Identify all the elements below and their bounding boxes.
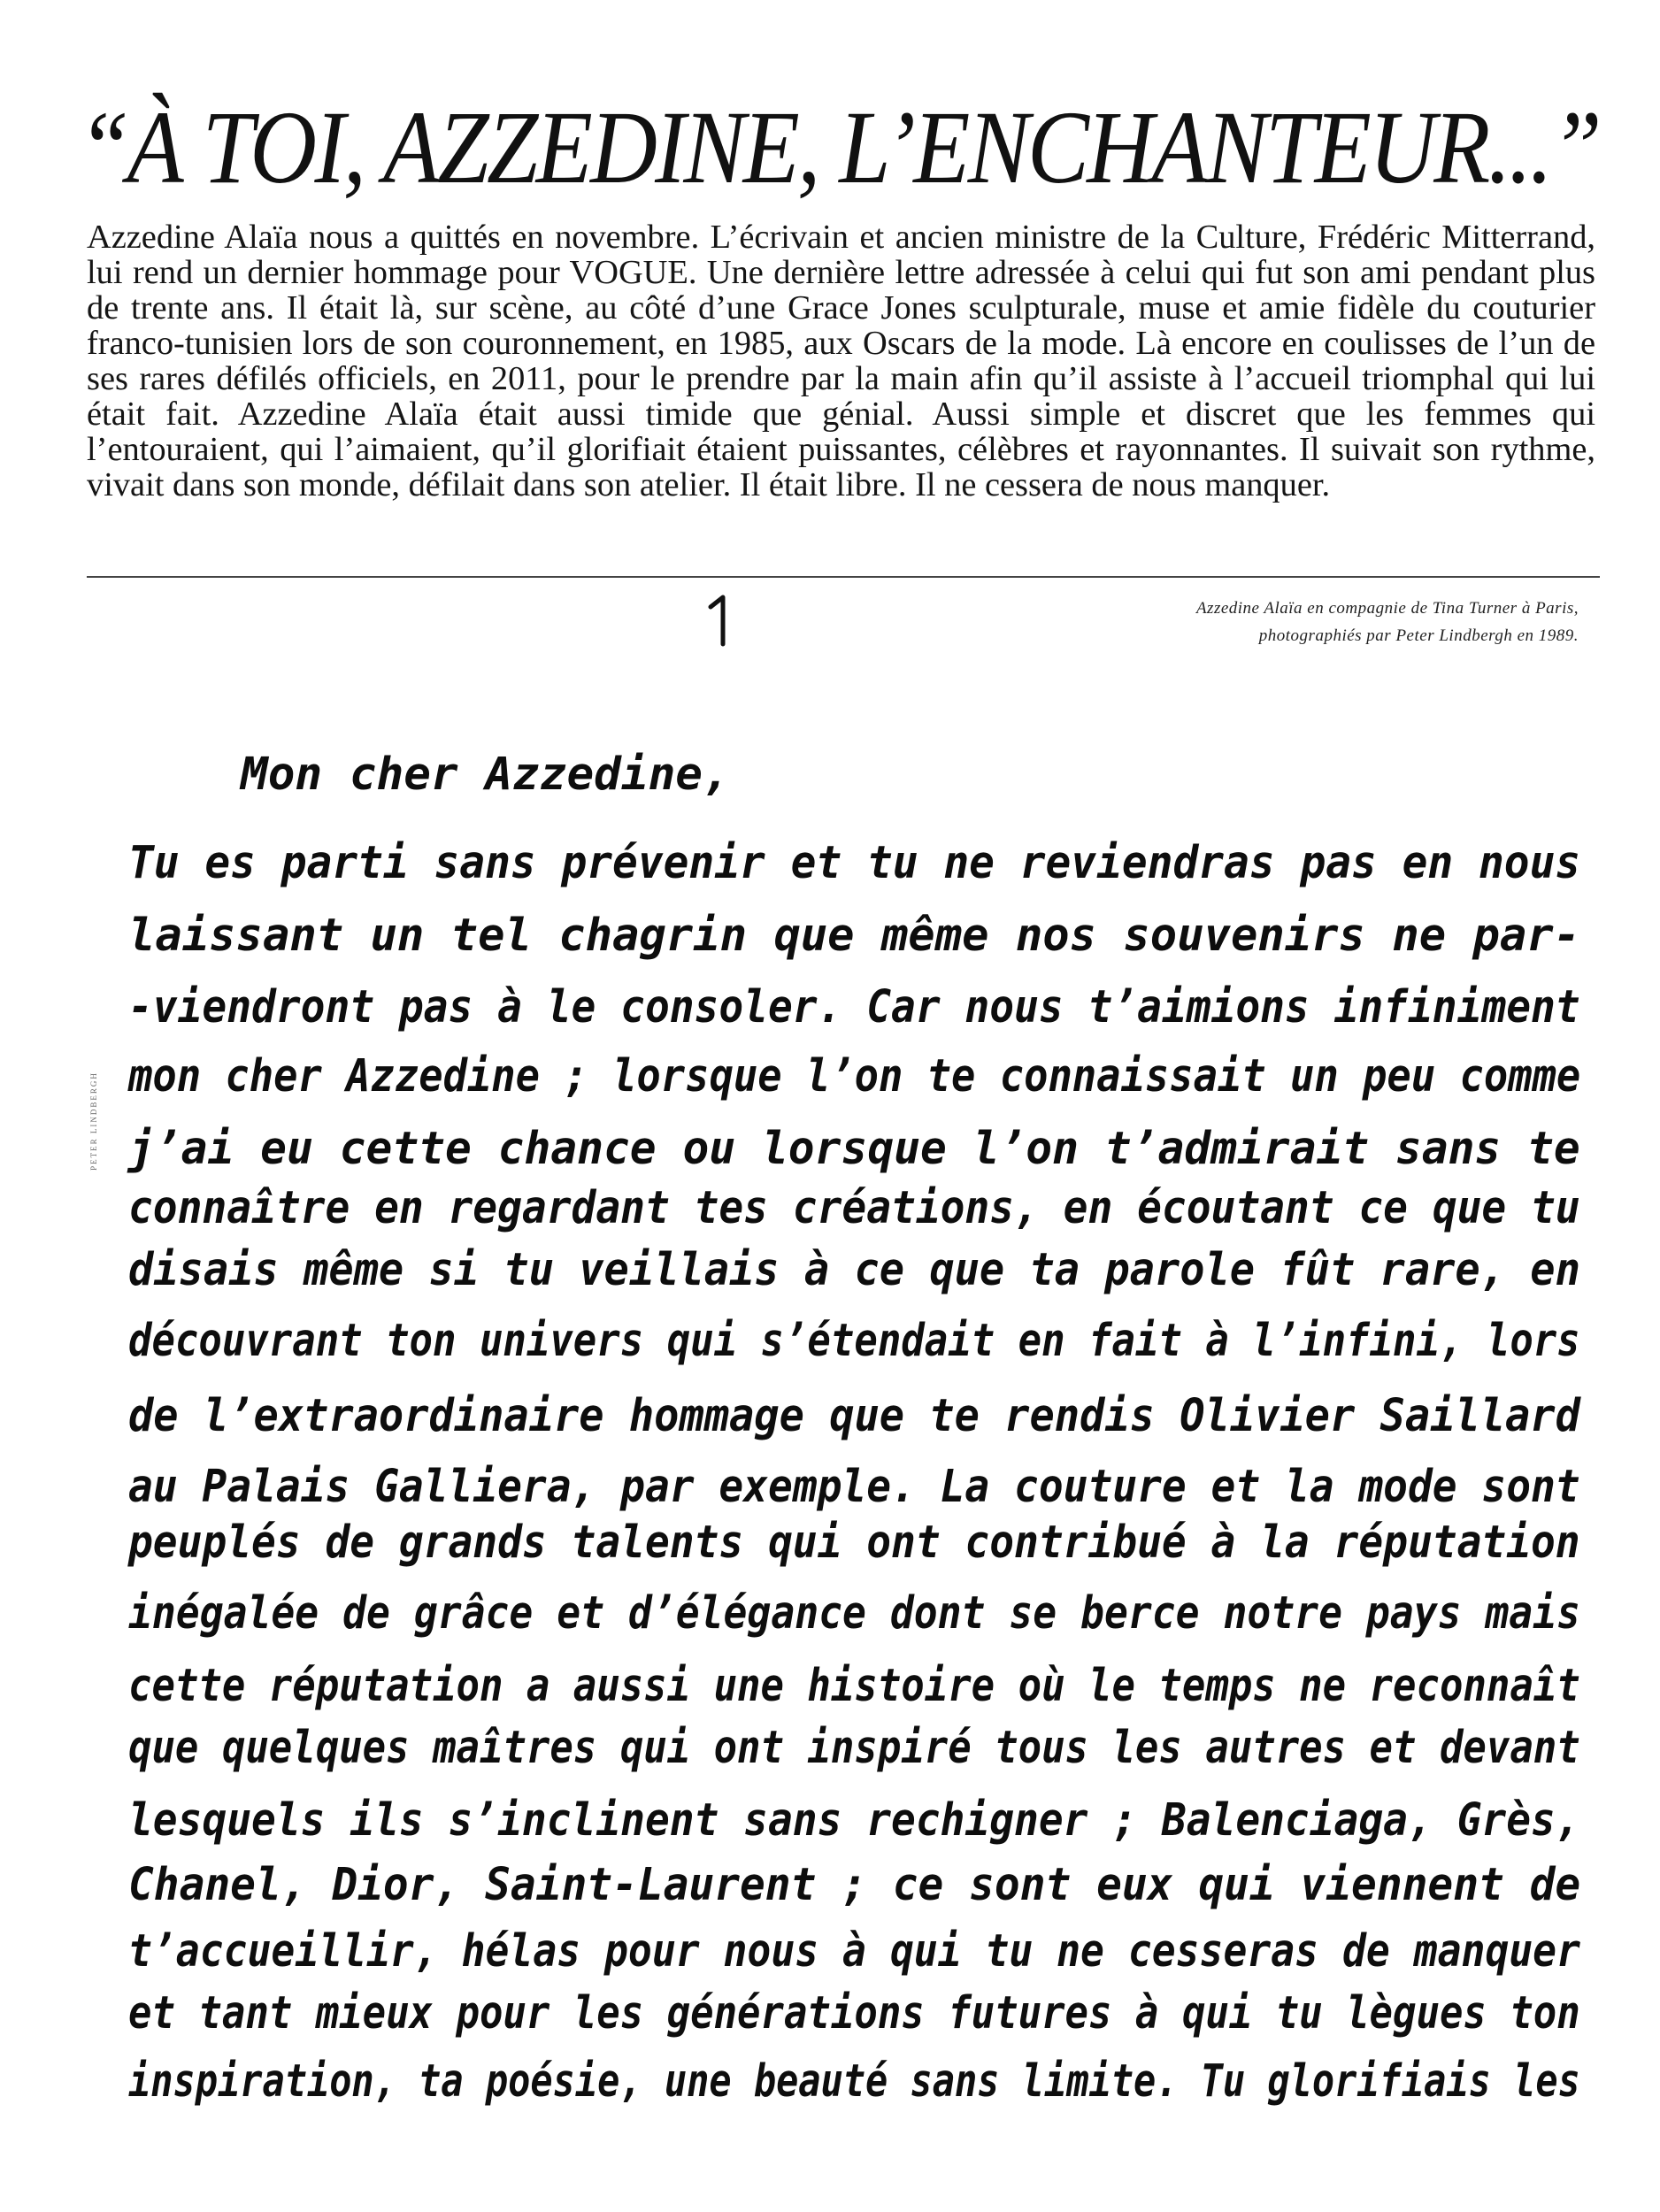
letter-line: inspiration, ta poésie, une beauté sans limite. Tu glorifiais les	[128, 2055, 1580, 2108]
letter-line: mon cher Azzedine ; lorsque l’on te connaissait un peu comme	[128, 1050, 1581, 1102]
letter-line: lesquels ils s’inclinent sans rechigner ; Balenciaga, Grès,	[128, 1794, 1580, 1847]
letter-line: inégalée de grâce et d’élégance dont se berce notre pays mais	[128, 1587, 1580, 1640]
letter-line: cette réputation a aussi une histoire où le temps ne reconnaît	[128, 1660, 1580, 1712]
headline: “À TOI, AZZEDINE, L’ENCHANTEUR...”	[78, 89, 1600, 205]
letter-line: et tant mieux pour les générations futures à qui tu lègues ton	[128, 1987, 1580, 2039]
photo-credit: PETER LINDBERGH	[88, 1071, 98, 1171]
letter-salutation: Mon cher Azzedine,	[241, 749, 730, 801]
letter-line: peuplés de grands talents qui ont contribué à la réputation	[128, 1517, 1580, 1569]
caption-line-1: Azzedine Alaïa en compagnie de Tina Turner à Paris,	[1195, 599, 1579, 618]
intro-paragraph: Azzedine Alaïa nous a quittés en novembre. L’écrivain et ancien ministre de la Culture, Frédéric Mitterrand, lui rend un dernier hommage pour VOGUE. Une dernière lettre adressée à celui qui fut son ami pendant plus de trente ans. Il était là, sur scène, au côté d’une Grace Jones sculpturale, muse et amie fidèle du couturier franco-tunisien lors de son couronnement, en 1985, aux Oscars de la mode. Là encore en coulisses de l’un de ses rares défilés officiels, en 2011, pour le prendre par la main afin qu’il assiste à l’accueil triomphal qui lui était fait. Azzedine Alaïa était aussi timide que génial. Aussi simple et discret que les femmes qui l’entouraient, qui l’aimaient, qu’il glorifiait étaient puissantes, célèbres et rayonnantes. Il suivait son rythme, vivait dans son monde, défilait dans son atelier. Il était libre. Il ne cessera de nous manquer.	[87, 219, 1595, 503]
letter-line: Chanel, Dior, Saint-Laurent ; ce sont eux qui viennent de	[128, 1859, 1581, 1911]
letter-line: -viendront pas à le consoler. Car nous t’aimions infiniment	[128, 981, 1580, 1033]
letter-line: j’ai eu cette chance ou lorsque l’on t’admirait sans te	[128, 1123, 1580, 1175]
letter-line: disais même si tu veillais à ce que ta parole fût rare, en	[128, 1244, 1580, 1296]
letter-line: de l’extraordinaire hommage que te rendis Olivier Saillard	[128, 1390, 1580, 1442]
letter-line: au Palais Galliera, par exemple. La couture et la mode sont	[128, 1461, 1580, 1513]
letter-line: t’accueillir, hélas pour nous à qui tu ne cesseras de manquer	[128, 1925, 1580, 1978]
letter-line: connaître en regardant tes créations, en écoutant ce que tu	[128, 1182, 1580, 1234]
caption-line-2: photographiés par Peter Lindbergh en 1989.	[1258, 626, 1579, 645]
letter-line: Tu es parti sans prévenir et tu ne reviendras pas en nous	[128, 837, 1581, 889]
letter-line: découvrant ton univers qui s’étendait en fait à l’infini, lors	[128, 1315, 1580, 1367]
letter-line: laissant un tel chagrin que même nos souvenirs ne par-	[128, 910, 1581, 962]
letter-line: que quelques maîtres qui ont inspiré tous les autres et devant	[128, 1722, 1580, 1774]
